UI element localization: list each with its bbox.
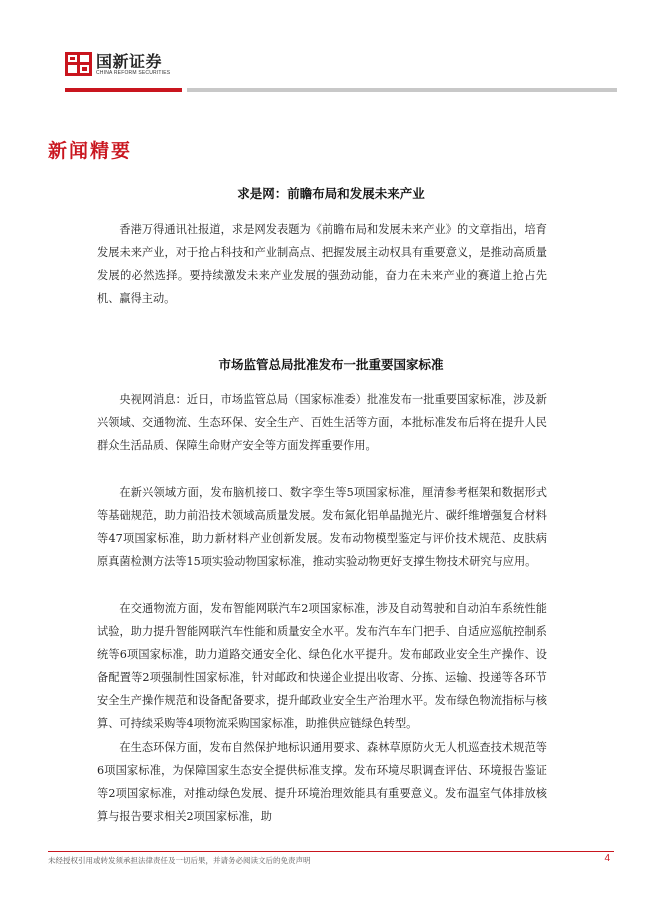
logo-mark-icon: [65, 52, 92, 76]
article-title: 市场监管总局批准发布一批重要国家标准: [218, 357, 444, 372]
section-title: 新闻精要: [48, 140, 133, 162]
article-paragraph: 在生态环保方面，发布自然保护地标识通用要求、森林草原防火无人机巡查技术规范等6项国家标准，为保障国家生态安全提供标准支撑。发布环境尽职调查评估、环境报告鉴证等2项国家标准，对推动绿色发展、提升环境治理效能具有重要意义。发布温室气体排放核算与报告要求相关2项国家标准，助: [97, 741, 547, 823]
brand-name-en: CHINA REFORM SECURITIES: [96, 69, 171, 76]
page-number: 4: [604, 853, 610, 864]
header-rule-gray: [187, 88, 617, 92]
brand-logo: [65, 52, 170, 76]
article-paragraph: 香港万得通讯社报道，求是网发表题为《前瞻布局和发展未来产业》的文章指出，培育发展未来产业，对于抢占科技和产业制高点、把握发展主动权具有重要意义，是推动高质量发展的必然选择。要持续激发未来产业发展的强劲动能，奋力在未来产业的赛道上抢占先机、赢得主动。: [97, 223, 547, 305]
brand-name-cn: 国新证券: [96, 51, 163, 71]
article-paragraph: 央视网消息：近日，市场监管总局（国家标准委）批准发布一批重要国家标准，涉及新兴领域、交通物流、生态环保、安全生产、百姓生活等方面，本批标准发布后将在提升人民群众生活品质、保障生命财产安全等方面发挥重要作用。: [97, 393, 547, 452]
footer-rule: [48, 851, 614, 852]
header-rule-red: [65, 88, 182, 92]
article-paragraph: 在新兴领域方面，发布脑机接口、数字孪生等5项国家标准，厘清参考框架和数据形式等基础规范，助力前沿技术领域高质量发展。发布氮化铝单晶抛光片、碳纤维增强复合材料等47项国家标准，助力新材料产业创新发展。发布动物模型鉴定与评价技术规范、皮肤病原真菌检测方法等15项实验动物国家标准，推动实验动物更好支撑生物技术研究与应用。: [97, 486, 547, 568]
footer-disclaimer: 未经授权引用或转发须承担法律责任及一切后果，并请务必阅读文后的免责声明: [48, 856, 311, 865]
article-paragraph: 在交通物流方面，发布智能网联汽车2项国家标准，涉及自动驾驶和自动泊车系统性能试验，助力提升智能网联汽车性能和质量安全水平。发布汽车车门把手、自适应巡航控制系统等6项国家标准，助力道路交通安全化、绿色化水平提升。发布邮政业安全生产操作、设备配置等2项强制性国家标准，针对邮政和快递企业提出收寄、分拣、运输、投递等各环节安全生产操作规范和设备配备要求，提升邮政业安全生产治理水平。发布绿色物流指标与核算、可持续采购等4项物流采购国家标准，助推供应链绿色转型。: [97, 602, 547, 730]
article-title: 求是网：前瞻布局和发展未来产业: [237, 186, 425, 201]
